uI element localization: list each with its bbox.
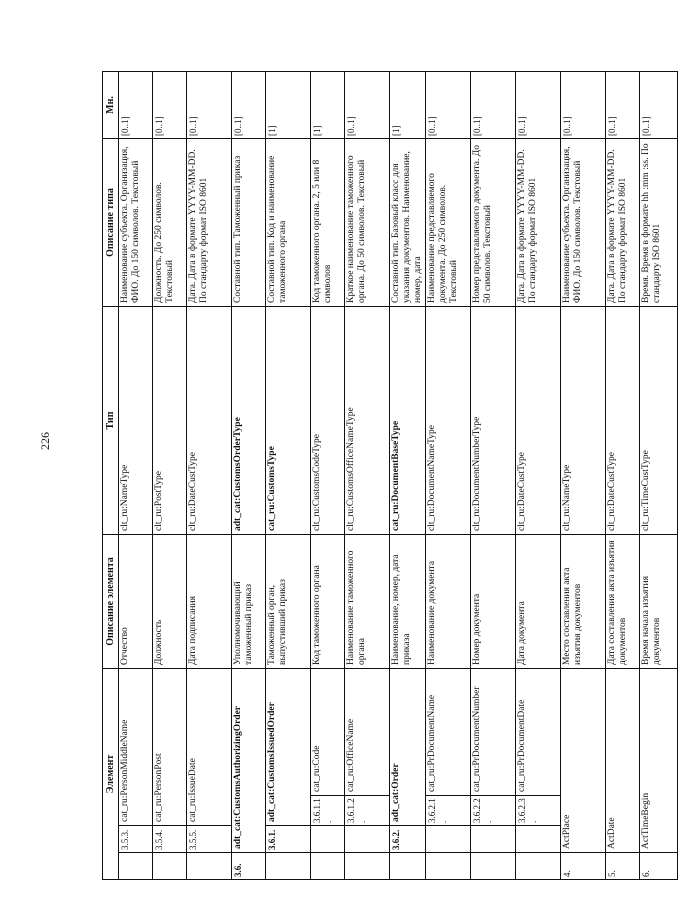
empty-cell (266, 853, 311, 880)
table-row (561, 72, 606, 880)
table-row (232, 72, 266, 880)
element-name: cat_ru:PrDocumentName (426, 669, 471, 796)
table-header-row (103, 72, 119, 880)
row-number: 3.6.2.3. (516, 796, 561, 826)
element-description: Наименование таможенного органа (345, 535, 390, 669)
element-description: Номер документа (471, 535, 516, 669)
element-name: cat_ru:PersonMiddleName (119, 669, 153, 826)
element-description: Должность (153, 535, 187, 669)
table-row (311, 72, 345, 880)
element-type: clt_ru:NameType (561, 307, 606, 535)
row-number: 3.6.2.2. (471, 796, 516, 826)
element-type: clt_ru:CustomsCodeType (311, 307, 345, 535)
table-body (119, 72, 678, 880)
row-number: 3.5.3. (119, 826, 153, 853)
header-element: Элемент (103, 669, 119, 880)
type-description: Составной тип. Таможенный приказ (232, 139, 266, 307)
table-row (516, 72, 561, 880)
empty-cell (471, 853, 516, 880)
multiplicity: [0..1] (232, 72, 266, 139)
table-row (471, 72, 516, 880)
empty-cell (390, 853, 426, 880)
element-name: cat_ru:OfficeName (345, 669, 390, 796)
type-description: Код таможенного органа. 2, 5 или 8 символов (311, 139, 345, 307)
empty-cell (153, 853, 187, 880)
type-description: Дата. Дата в формате YYYY-MM-DD. По стандарту формат ISO 8601 (516, 139, 561, 307)
empty-cell (187, 853, 232, 880)
element-type: clt_ru:DocumentNameType (426, 307, 471, 535)
element-type: clt_ru:TimeCustType (640, 307, 678, 535)
page-number: 226 (38, 432, 52, 450)
element-name: ActTimeBegin (640, 669, 678, 853)
type-description: Дата. Дата в формате YYYY-MM-DD. По стандарту формат ISO 8601 (606, 139, 640, 307)
element-name: cat_ru:PrDocumentNumber (471, 669, 516, 796)
type-description: Составной тип. Код и наименование таможенного органа (266, 139, 311, 307)
element-type: clt_ru:DateCustType (606, 307, 640, 535)
empty-cell (471, 826, 516, 853)
schema-table (102, 71, 678, 880)
element-description: Таможенный орган, выпустивший приказ (266, 535, 311, 669)
row-number: 3.6.1. (266, 826, 311, 853)
element-description: Дата составления акта изъятия документов (606, 535, 640, 669)
header-description: Описание элемента (103, 535, 119, 669)
type-description: Должность. До 250 символов. Текстовый (153, 139, 187, 307)
element-type: clt_ru:PostType (153, 307, 187, 535)
type-description: Наименование представляемого документа. До 250 символов. Текстовый (426, 139, 471, 307)
multiplicity: [1] (311, 72, 345, 139)
element-type: cat_ru:CustomsType (266, 307, 311, 535)
table-row (640, 72, 678, 880)
row-number: 3.5.4. (153, 826, 187, 853)
multiplicity: [0..1] (426, 72, 471, 139)
row-number: 3.5.5. (187, 826, 232, 853)
row-number: 6. (640, 853, 678, 880)
multiplicity: [1] (390, 72, 426, 139)
element-name: adt_cat:CustomsAuthorizingOrder (232, 669, 266, 853)
empty-cell (119, 853, 153, 880)
element-name: cat_ru:IssueDate (187, 669, 232, 826)
multiplicity: [0..1] (187, 72, 232, 139)
empty-cell (516, 826, 561, 853)
row-number: 5. (606, 853, 640, 880)
element-description: Дата подписания (187, 535, 232, 669)
type-description: Наименование субъекта. Организация, ФИО. До 150 символов. Текстовый (561, 139, 606, 307)
element-description: Дата документа (516, 535, 561, 669)
multiplicity: [0..1] (516, 72, 561, 139)
type-description: Номер представляемого документа. До 50 символов. Текстовый (471, 139, 516, 307)
element-type: cat_ru:DocumentBaseType (390, 307, 426, 535)
header-type-description: Описание типа (103, 139, 119, 307)
type-description: Время. Время в формате hh :mm :ss. По стандарту ISO 8601 (640, 139, 678, 307)
element-description: Место составления акта изъятия документов (561, 535, 606, 669)
element-name: cat_ru:Code (311, 669, 345, 796)
table-row (345, 72, 390, 880)
row-number: 3.6.1.2. (345, 796, 390, 826)
element-type: clt_ru:DateCustType (516, 307, 561, 535)
element-description: Уполномочивающий таможенный приказ (232, 535, 266, 669)
multiplicity: [0..1] (561, 72, 606, 139)
row-number: 3.6.1.1. (311, 796, 345, 826)
header-multiplicity: Мн. (103, 72, 119, 139)
multiplicity: [0..1] (153, 72, 187, 139)
table-row (426, 72, 471, 880)
element-name: adt_cat:Order (390, 669, 426, 826)
multiplicity: [0..1] (471, 72, 516, 139)
element-type: adt_cat:CustomsOrderType (232, 307, 266, 535)
row-number: 3.6.2.1. (426, 796, 471, 826)
row-number: 3.6.2. (390, 826, 426, 853)
header-type: Тип (103, 307, 119, 535)
element-type: clt_ru:DateCustType (187, 307, 232, 535)
element-description: Наименование, номер, дата приказа (390, 535, 426, 669)
table-row (187, 72, 232, 880)
element-type: clt_ru:CustomsOfficeNameType (345, 307, 390, 535)
type-description: Дата. Дата в формате YYYY-MM-DD. По стандарту формат ISO 8601 (187, 139, 232, 307)
element-name: ActPlace (561, 669, 606, 853)
element-name: adt_cat:CustomsIssuedOrder (266, 669, 311, 826)
empty-cell (426, 853, 471, 880)
table-row (390, 72, 426, 880)
element-description: Код таможенного органа (311, 535, 345, 669)
empty-cell (311, 826, 345, 853)
type-description: Краткое наименование таможенного органа. До 50 символов. Текстовый (345, 139, 390, 307)
element-name: cat_ru:PrDocumentDate (516, 669, 561, 796)
element-type: clt_ru:NameType (119, 307, 153, 535)
type-description: Наименование субъекта. Организация, ФИО. До 150 символов. Текстовый (119, 139, 153, 307)
element-name: ActDate (606, 669, 640, 853)
multiplicity: [1] (266, 72, 311, 139)
row-number: 4. (561, 853, 606, 880)
multiplicity: [0..1] (119, 72, 153, 139)
type-description: Составной тип. Базовый класс для указания документов. Наименование, номер, дата (390, 139, 426, 307)
document-table-frame (102, 72, 662, 880)
row-number: 3.6. (232, 853, 266, 880)
element-type: clt_ru:DocumentNumberType (471, 307, 516, 535)
empty-cell (426, 826, 471, 853)
empty-cell (345, 853, 390, 880)
table-row (119, 72, 153, 880)
element-name: cat_ru:PersonPost (153, 669, 187, 826)
element-description: Отчество (119, 535, 153, 669)
empty-cell (345, 826, 390, 853)
element-description: Наименование документа (426, 535, 471, 669)
empty-cell (311, 853, 345, 880)
empty-cell (516, 853, 561, 880)
element-description: Время начала изъятия документов (640, 535, 678, 669)
multiplicity: [0..1] (640, 72, 678, 139)
multiplicity: [0..1] (606, 72, 640, 139)
table-row (606, 72, 640, 880)
multiplicity: [0..1] (345, 72, 390, 139)
table-row (266, 72, 311, 880)
table-row (153, 72, 187, 880)
